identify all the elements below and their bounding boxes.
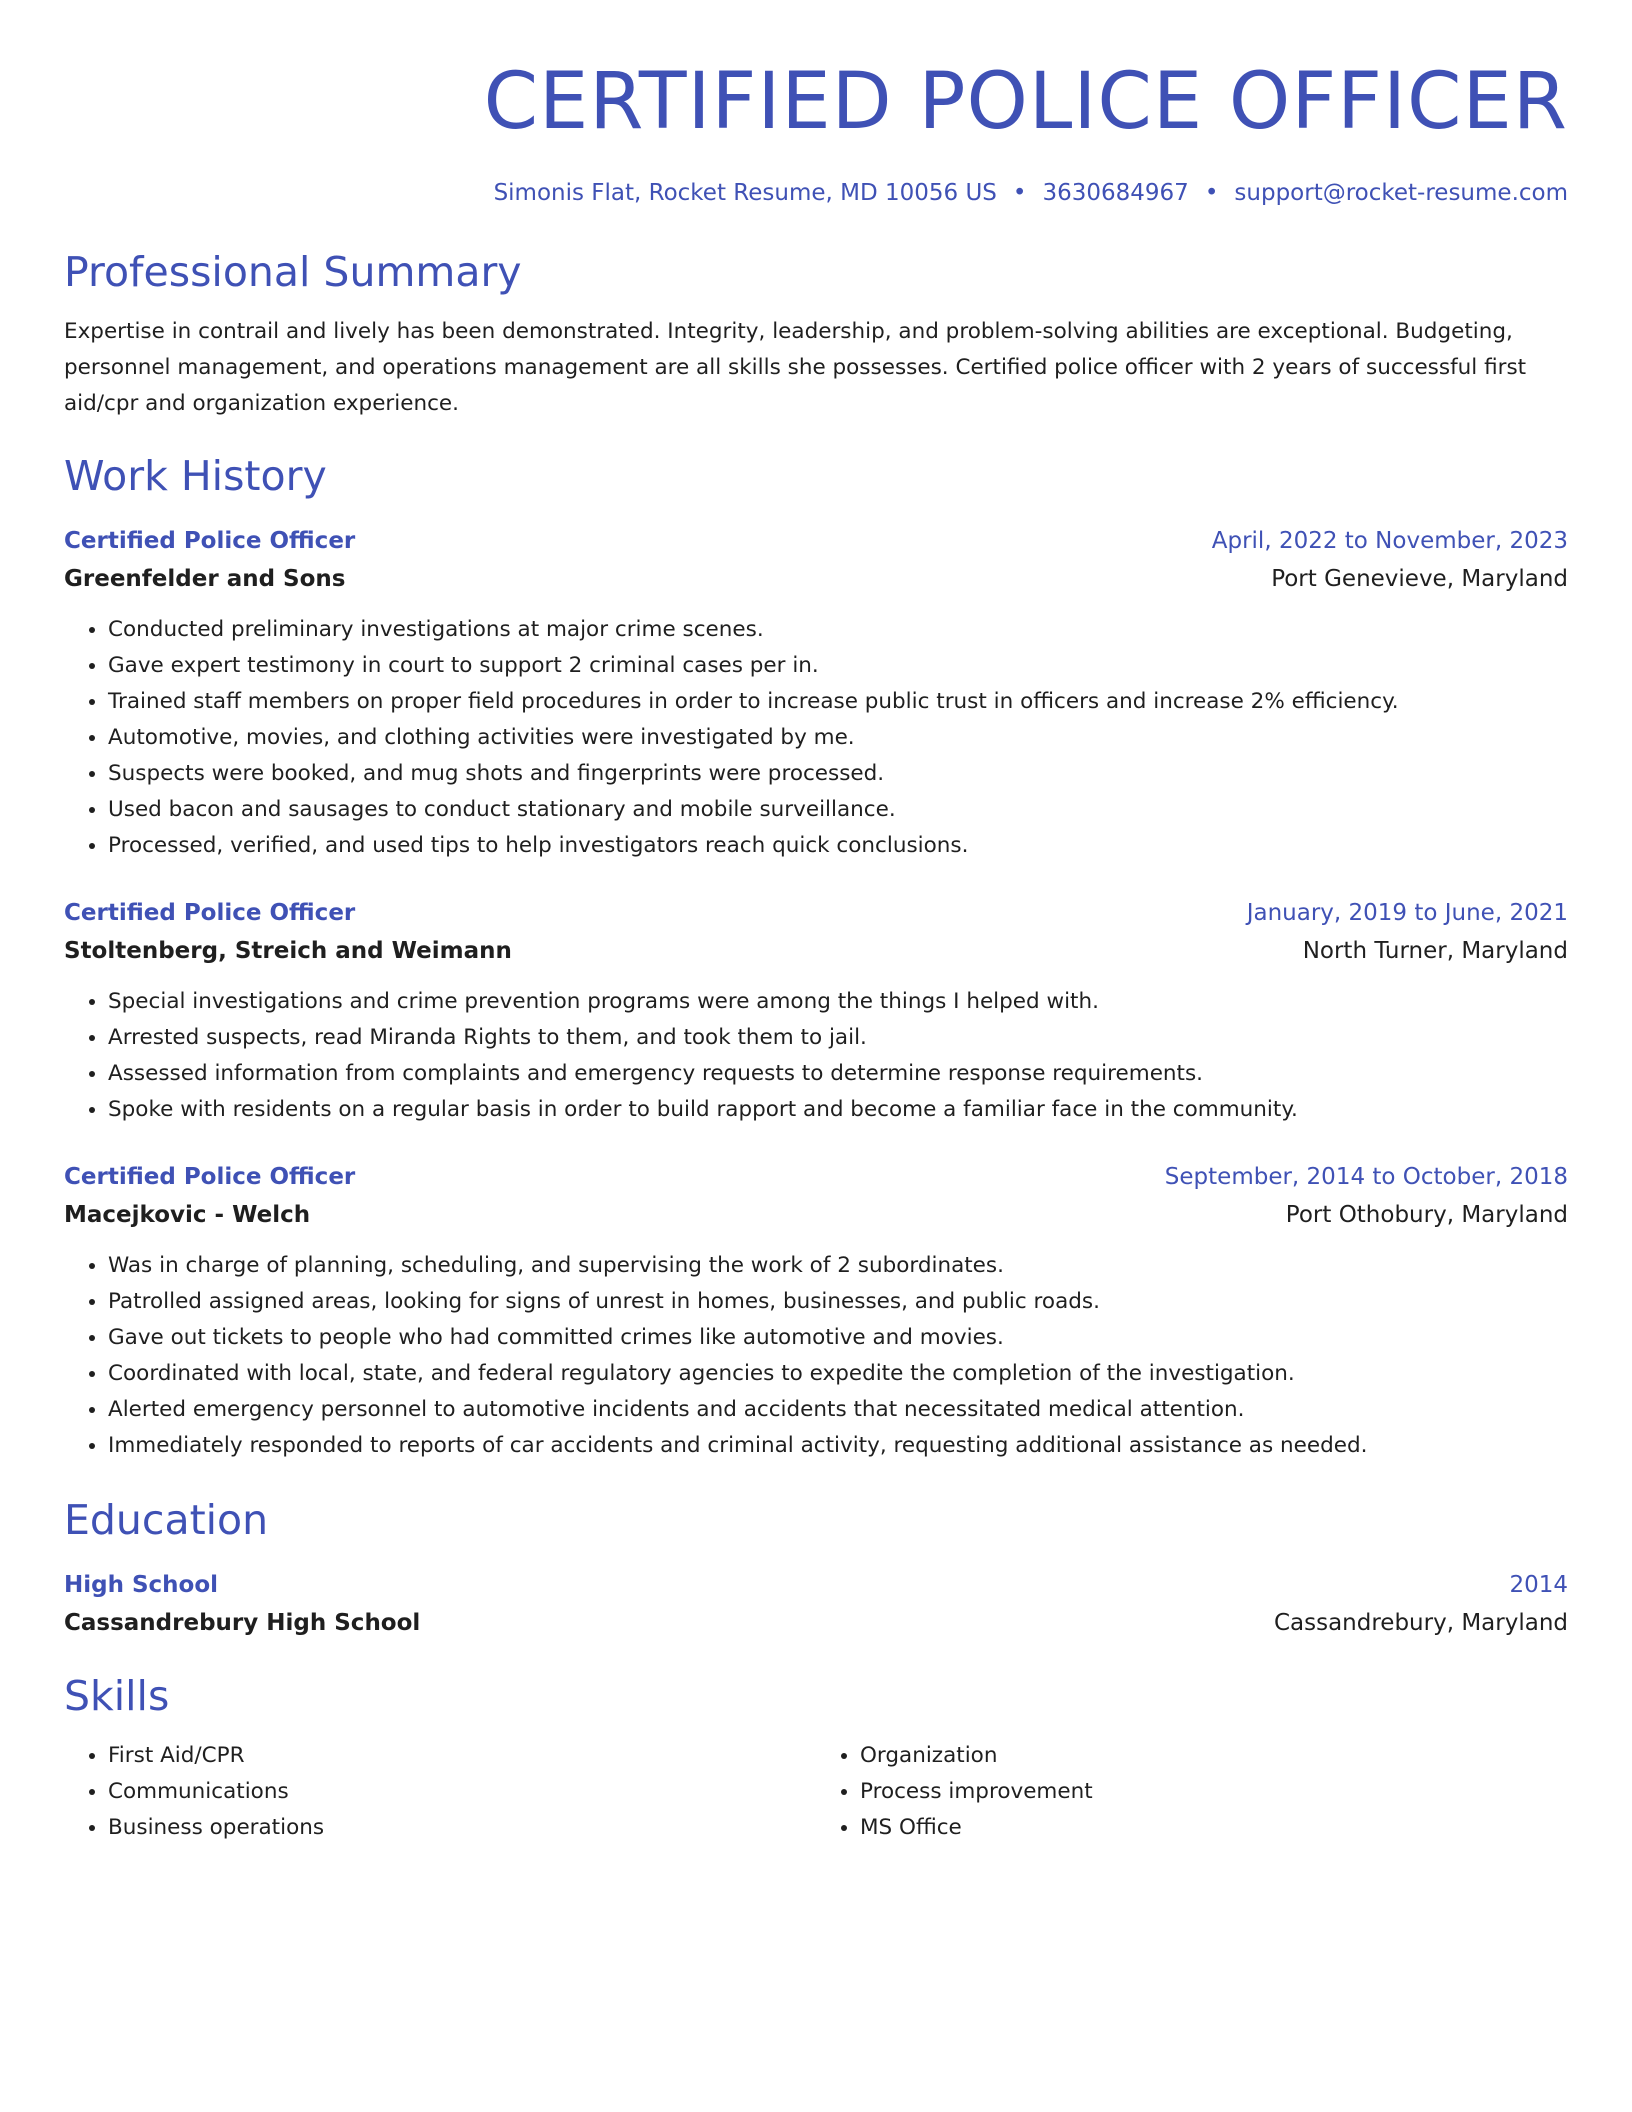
job-entry [64, 894, 1568, 1128]
job-duty: • Alerted emergency personnel to automotive incidents and accidents that necessitated medical attention. [108, 1392, 1568, 1428]
job-duty: • Used bacon and sausages to conduct stationary and mobile surveillance. [108, 792, 1568, 828]
skill-item: • MS Office [860, 1810, 1568, 1846]
job-duties-list [64, 984, 1568, 1128]
job-company: Greenfelder and Sons [64, 566, 346, 592]
job-location: Port Othobury, Maryland [1285, 1202, 1568, 1228]
skills-heading: Skills [64, 1672, 170, 1720]
skill-item: • Business operations [108, 1810, 816, 1846]
job-duty: • Assessed information from complaints and emergency requests to determine response requirements. [108, 1056, 1568, 1092]
job-duty: • Immediately responded to reports of car accidents and criminal activity, requesting additional assistance as needed. [108, 1428, 1568, 1464]
contact-email: support@rocket-resume.com [1234, 180, 1568, 206]
job-duty: • Arrested suspects, read Miranda Rights to them, and took them to jail. [108, 1020, 1568, 1056]
job-duty: • Special investigations and crime prevention programs were among the things I helped with. [108, 984, 1568, 1020]
job-duty: • Patrolled assigned areas, looking for signs of unrest in homes, businesses, and public roads. [108, 1284, 1568, 1320]
skill-item: • First Aid/CPR [108, 1738, 816, 1774]
education-year: 2014 [1509, 1572, 1568, 1598]
job-title: Certified Police Officer [64, 1164, 356, 1190]
job-dates: September, 2014 to October, 2018 [1164, 1164, 1568, 1190]
summary-heading: Professional Summary [64, 248, 522, 296]
skills-grid [64, 1738, 1568, 1846]
education-location: Cassandrebury, Maryland [1273, 1610, 1568, 1636]
skill-item: • Communications [108, 1774, 816, 1810]
job-dates: January, 2019 to June, 2021 [1246, 900, 1568, 926]
job-duty: • Trained staff members on proper field procedures in order to increase public trust in officers and increase 2% efficiency. [108, 684, 1568, 720]
job-company: Stoltenberg, Streich and Weimann [64, 938, 512, 964]
education-entry [64, 1566, 1568, 1642]
job-duty: • Gave expert testimony in court to support 2 criminal cases per in. [108, 648, 1568, 684]
resume-header [64, 48, 1568, 210]
job-duties-list [64, 612, 1568, 864]
resume-name: CERTIFIED POLICE OFFICER [483, 57, 1568, 147]
job-company: Macejkovic - Welch [64, 1202, 311, 1228]
skill-item: • Organization [860, 1738, 1568, 1774]
contact-line [64, 176, 1568, 210]
job-duty: • Spoke with residents on a regular basis in order to build rapport and become a familiar face in the community. [108, 1092, 1568, 1128]
skills-column-right [816, 1738, 1568, 1846]
contact-separator: • [1012, 180, 1027, 206]
job-duties-list [64, 1248, 1568, 1464]
education-heading: Education [64, 1496, 269, 1544]
contact-separator: • [1204, 180, 1219, 206]
job-entry [64, 522, 1568, 864]
job-entry [64, 1158, 1568, 1464]
job-duty: • Suspects were booked, and mug shots and fingerprints were processed. [108, 756, 1568, 792]
job-duty: • Conducted preliminary investigations at major crime scenes. [108, 612, 1568, 648]
job-dates: April, 2022 to November, 2023 [1211, 528, 1568, 554]
contact-address: Simonis Flat, Rocket Resume, MD 10056 US [493, 180, 997, 206]
job-duty: • Was in charge of planning, scheduling, and supervising the work of 2 subordinates. [108, 1248, 1568, 1284]
job-title: Certified Police Officer [64, 900, 356, 926]
contact-phone: 3630684967 [1042, 180, 1189, 206]
job-location: Port Genevieve, Maryland [1271, 566, 1568, 592]
job-duty: • Gave out tickets to people who had committed crimes like automotive and movies. [108, 1320, 1568, 1356]
summary-text: Expertise in contrail and lively has been demonstrated. Integrity, leadership, and problem-solving abilities are exceptional. Budgeting, personnel management, and operations management are all skills she possesses. Certified police officer with 2 years of successful first aid/cpr and organization experience. [64, 319, 1527, 416]
job-location: North Turner, Maryland [1302, 938, 1568, 964]
education-degree: High School [64, 1572, 219, 1598]
job-duty: • Processed, verified, and used tips to help investigators reach quick conclusions. [108, 828, 1568, 864]
skill-item: • Process improvement [860, 1774, 1568, 1810]
job-duty: • Automotive, movies, and clothing activities were investigated by me. [108, 720, 1568, 756]
education-school: Cassandrebury High School [64, 1610, 421, 1636]
job-title: Certified Police Officer [64, 528, 356, 554]
work-history-heading: Work History [64, 452, 327, 500]
job-duty: • Coordinated with local, state, and federal regulatory agencies to expedite the completion of the investigation. [108, 1356, 1568, 1392]
skills-column-left [64, 1738, 816, 1846]
